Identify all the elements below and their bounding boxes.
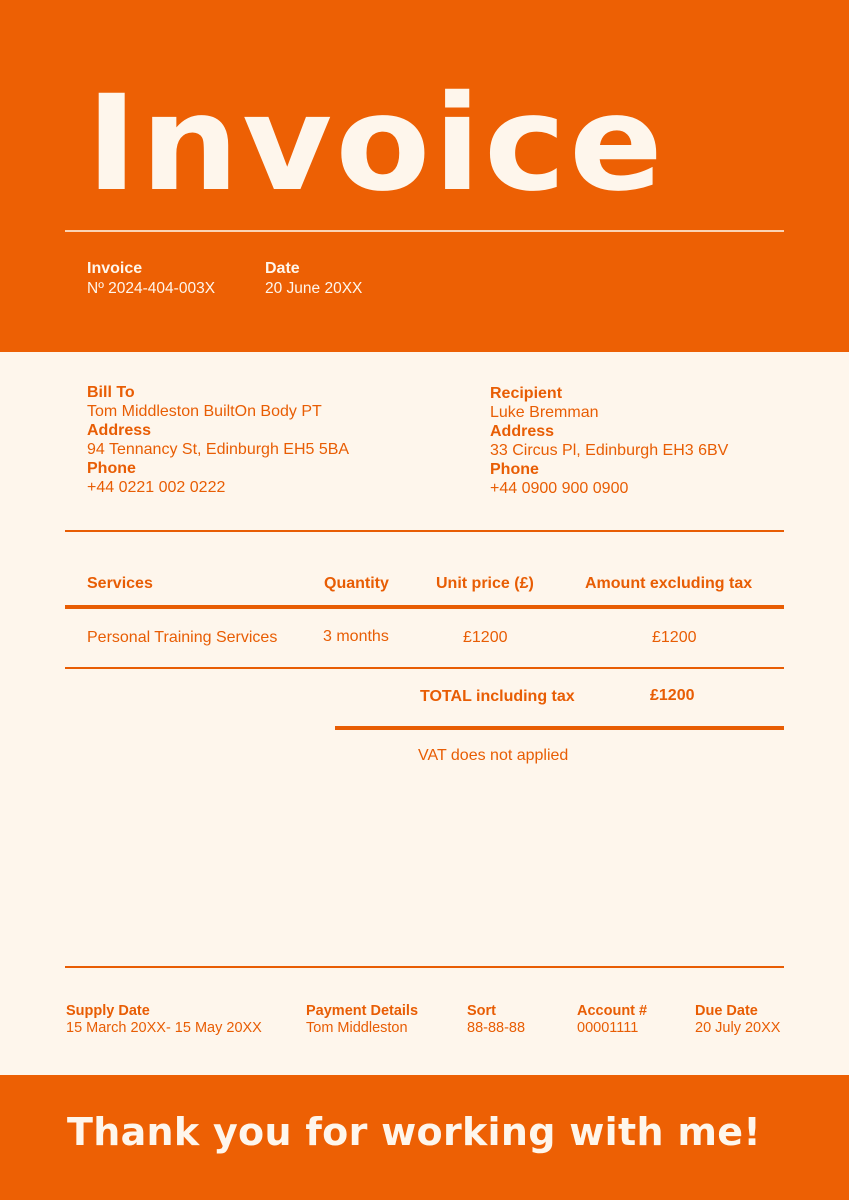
bill-to-name: Tom Middleston BuiltOn Body PT xyxy=(87,403,322,420)
due-date-label: Due Date xyxy=(695,1003,758,1019)
recipient-address: 33 Circus Pl, Edinburgh EH3 6BV xyxy=(490,442,729,459)
table-row-rule xyxy=(65,667,784,669)
invoice-number-block xyxy=(87,260,215,298)
table-header-rule xyxy=(65,605,784,609)
page-title: Invoice xyxy=(86,67,666,221)
recipient-name: Luke Bremman xyxy=(490,404,599,421)
bill-to-label: Bill To xyxy=(87,384,135,401)
header-divider xyxy=(65,230,784,232)
vat-note: VAT does not applied xyxy=(418,747,569,764)
recipient-block xyxy=(490,384,728,498)
total-rule xyxy=(335,726,784,730)
bill-to-address-label: Address xyxy=(87,422,152,439)
total-label: TOTAL including tax xyxy=(420,688,575,705)
payment-details-label: Payment Details xyxy=(306,1003,419,1019)
supply-date-block xyxy=(66,1003,262,1037)
header-band xyxy=(0,0,849,352)
supply-date: 15 March 20XX- 15 May 20XX xyxy=(66,1020,262,1036)
payment-details-block xyxy=(306,1003,418,1037)
sort-code-block xyxy=(467,1003,525,1037)
bill-to-block xyxy=(87,383,349,497)
col-header-quantity: Quantity xyxy=(324,575,389,592)
due-date: 20 July 20XX xyxy=(695,1020,781,1036)
cell-service: Personal Training Services xyxy=(87,629,278,646)
invoice-number-label: Invoice xyxy=(87,260,143,277)
account-number: 00001111 xyxy=(577,1020,639,1036)
recipient-label: Recipient xyxy=(490,385,563,402)
payment-details: Tom Middleston xyxy=(306,1020,408,1036)
invoice-date-label: Date xyxy=(265,260,300,277)
bill-to-phone: +44 0221 002 0222 xyxy=(87,479,226,496)
due-date-block xyxy=(695,1003,780,1037)
bill-to-address: 94 Tennancy St, Edinburgh EH5 5BA xyxy=(87,441,350,458)
col-header-amount: Amount excluding tax xyxy=(585,575,753,592)
col-header-unit-price: Unit price (£) xyxy=(436,575,534,592)
invoice-date-block xyxy=(265,260,362,298)
cell-amount: £1200 xyxy=(652,629,697,646)
invoice-date: 20 June 20XX xyxy=(265,280,363,297)
section-divider xyxy=(65,530,784,532)
cell-unit-price: £1200 xyxy=(463,629,508,646)
account-number-block xyxy=(577,1003,647,1037)
recipient-phone-label: Phone xyxy=(490,461,539,478)
total-value: £1200 xyxy=(650,687,695,704)
recipient-address-label: Address xyxy=(490,423,555,440)
cell-quantity: 3 months xyxy=(323,628,389,645)
invoice-number: Nº 2024-404-003X xyxy=(87,280,216,297)
account-number-label: Account # xyxy=(577,1003,648,1019)
recipient-phone: +44 0900 900 0900 xyxy=(490,480,629,497)
bill-to-phone-label: Phone xyxy=(87,460,136,477)
supply-date-label: Supply Date xyxy=(66,1003,150,1019)
col-header-services: Services xyxy=(87,575,153,592)
sort-code-label: Sort xyxy=(467,1003,496,1019)
thank-you-message: Thank you for working with me! xyxy=(67,1110,761,1154)
sort-code: 88-88-88 xyxy=(467,1020,526,1036)
footer-divider xyxy=(65,966,784,968)
